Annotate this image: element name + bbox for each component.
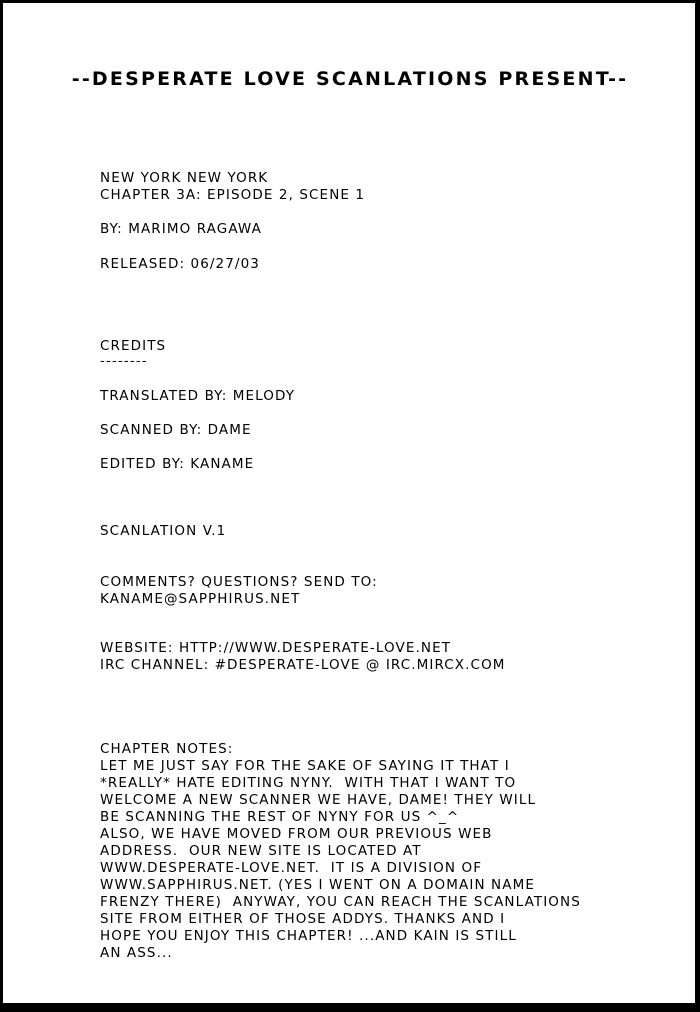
notes-line: LET ME JUST SAY FOR THE SAKE OF SAYING IT THAT I (100, 758, 510, 774)
notes-line: SITE FROM EITHER OF THOSE ADDYS. THANKS AND I (100, 911, 506, 927)
page-header: --DESPERATE LOVE SCANLATIONS PRESENT-- (71, 68, 629, 90)
scanlation-version: SCANLATION V.1 (100, 523, 227, 539)
notes-line: WELCOME A NEW SCANNER WE HAVE, DAME! THEY WILL (100, 792, 537, 808)
author-line: BY: MARIMO RAGAWA (100, 221, 262, 237)
notes-line: WWW.DESPERATE-LOVE.NET. IT IS A DIVISION OF (100, 860, 483, 876)
notes-line: *REALLY* HATE EDITING NYNY. WITH THAT I WANT TO (100, 775, 517, 791)
chapter-notes-heading: CHAPTER NOTES: (100, 741, 234, 757)
release-date: RELEASED: 06/27/03 (100, 256, 260, 272)
notes-line: AN ASS... (100, 945, 173, 961)
manga-title: NEW YORK NEW YORK (100, 170, 269, 186)
notes-line: BE SCANNING THE REST OF NYNY FOR US ^_^ (100, 809, 460, 825)
credits-heading: CREDITS (100, 338, 167, 354)
translator-credit: TRANSLATED BY: MELODY (100, 388, 296, 404)
notes-line: ALSO, WE HAVE MOVED FROM OUR PREVIOUS WEB (100, 826, 493, 842)
scanner-credit: SCANNED BY: DAME (100, 422, 252, 438)
notes-line: ADDRESS. OUR NEW SITE IS LOCATED AT (100, 843, 422, 859)
chapter-notes-body (100, 758, 581, 962)
contact-email: KANAME@SAPPHIRUS.NET (100, 591, 301, 607)
irc-channel-line: IRC CHANNEL: #DESPERATE-LOVE @ IRC.MIRCX.COM (100, 657, 506, 673)
notes-line: FRENZY THERE) ANYWAY, YOU CAN REACH THE SCANLATIONS (100, 894, 581, 910)
contact-prompt: COMMENTS? QUESTIONS? SEND TO: (100, 574, 378, 590)
editor-credit: EDITED BY: KANAME (100, 456, 255, 472)
credits-underline: -------- (100, 353, 148, 369)
notes-line: HOPE YOU ENJOY THIS CHAPTER! ...AND KAIN IS STILL (100, 928, 517, 944)
notes-line: WWW.SAPPHIRUS.NET. (YES I WENT ON A DOMAIN NAME (100, 877, 535, 893)
website-line: WEBSITE: HTTP://WWW.DESPERATE-LOVE.NET (100, 640, 452, 656)
chapter-info: CHAPTER 3A: EPISODE 2, SCENE 1 (100, 187, 366, 203)
